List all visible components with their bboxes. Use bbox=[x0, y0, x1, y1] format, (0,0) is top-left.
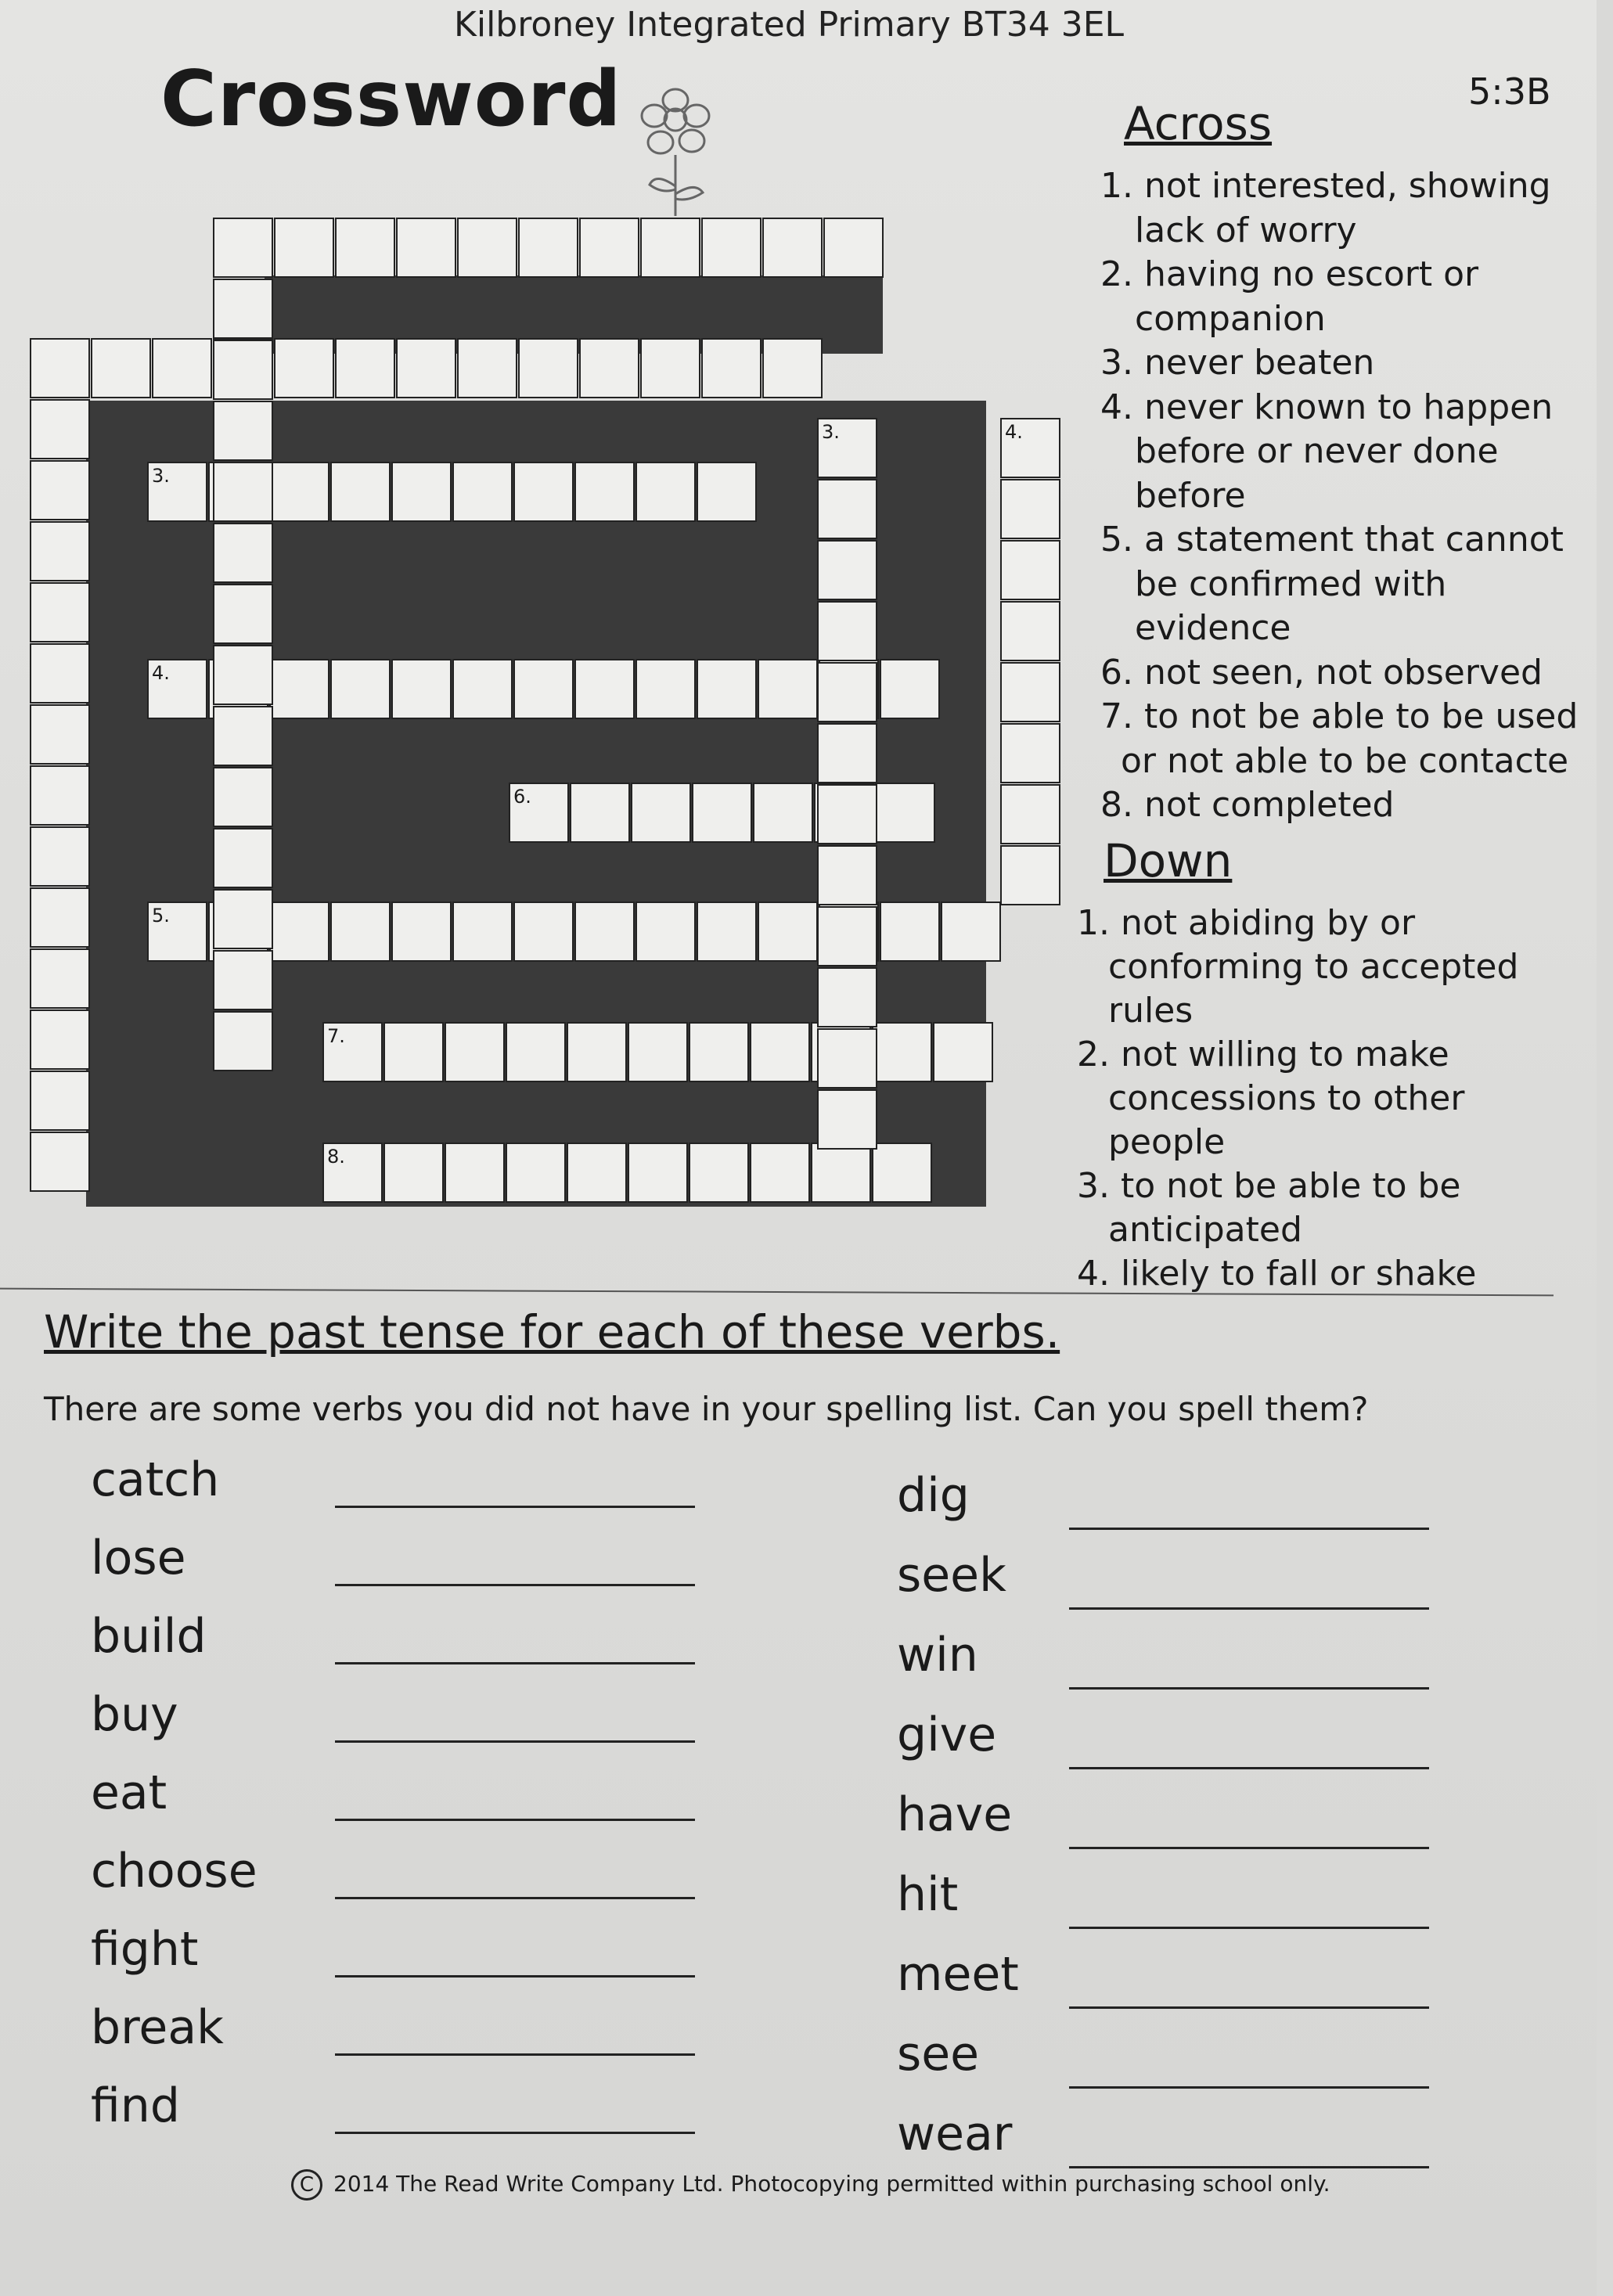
answer-line[interactable] bbox=[335, 1506, 695, 1508]
down-clue: 2. not willing to make bbox=[1077, 1035, 1449, 1074]
across-clue: before or never done bbox=[1135, 431, 1499, 471]
verb-word: dig bbox=[897, 1468, 970, 1523]
verb-word: build bbox=[91, 1609, 207, 1664]
across-clue: or not able to be contacte bbox=[1121, 740, 1569, 781]
verb-word: choose bbox=[91, 1844, 257, 1898]
clue-number: 3. bbox=[152, 465, 170, 487]
verb-word: break bbox=[91, 2000, 224, 2055]
answer-line[interactable] bbox=[1069, 2086, 1429, 2089]
copyright-symbol: C bbox=[291, 2169, 322, 2201]
verb-word: have bbox=[897, 1787, 1013, 1842]
clue-number: 5. bbox=[152, 905, 170, 927]
verb-word: hit bbox=[897, 1867, 959, 1922]
verb-word: see bbox=[897, 2027, 980, 2082]
answer-line[interactable] bbox=[1069, 1767, 1429, 1769]
down-clue: concessions to other bbox=[1108, 1078, 1465, 1118]
verb-word: eat bbox=[91, 1765, 167, 1820]
across-clue: companion bbox=[1135, 298, 1326, 339]
answer-line[interactable] bbox=[335, 1584, 695, 1586]
answer-line[interactable] bbox=[335, 1740, 695, 1743]
clue-number: 7. bbox=[327, 1025, 345, 1047]
across-clue: be confirmed with bbox=[1135, 563, 1447, 604]
down-clue: 1. not abiding by or bbox=[1077, 903, 1416, 943]
down-clue: people bbox=[1108, 1122, 1226, 1162]
verb-word: wear bbox=[897, 2107, 1013, 2161]
verb-word: fight bbox=[91, 1922, 199, 1977]
verb-word: seek bbox=[897, 1548, 1006, 1603]
school-name: Kilbroney Integrated Primary BT34 3EL bbox=[454, 5, 1125, 45]
across-clue: 8. not completed bbox=[1100, 785, 1395, 825]
answer-line[interactable] bbox=[1069, 1847, 1429, 1849]
across-clue: lack of worry bbox=[1135, 210, 1357, 250]
across-clue: evidence bbox=[1135, 608, 1291, 648]
clue-number: 8. bbox=[327, 1146, 345, 1168]
across-clue: before bbox=[1135, 475, 1246, 516]
answer-line[interactable] bbox=[335, 1897, 695, 1899]
answer-line[interactable] bbox=[335, 1819, 695, 1821]
copyright-footer bbox=[291, 2169, 1330, 2201]
answer-line[interactable] bbox=[1069, 1927, 1429, 1929]
across-clue: 6. not seen, not observed bbox=[1100, 652, 1543, 693]
copyright-text: 2014 The Read Write Company Ltd. Photocopying permitted within purchasing school only. bbox=[333, 2171, 1330, 2197]
verb-word: find bbox=[91, 2078, 180, 2133]
page-title: Crossword bbox=[160, 55, 622, 144]
across-clue: 5. a statement that cannot bbox=[1100, 520, 1564, 560]
verb-word: catch bbox=[91, 1452, 220, 1507]
verbs-section-title: Write the past tense for each of these verbs. bbox=[44, 1305, 1060, 1359]
across-clue: 7. to not be able to be used bbox=[1100, 696, 1579, 736]
answer-line[interactable] bbox=[1069, 2166, 1429, 2168]
clue-number: 4. bbox=[152, 662, 170, 684]
across-clue: 3. never beaten bbox=[1100, 343, 1375, 383]
clue-number: 3. bbox=[822, 421, 840, 443]
verb-word: lose bbox=[91, 1531, 186, 1585]
verb-word: buy bbox=[91, 1687, 178, 1742]
answer-line[interactable] bbox=[335, 1662, 695, 1664]
down-clue: anticipated bbox=[1108, 1210, 1302, 1250]
down-clue: rules bbox=[1108, 991, 1194, 1031]
verb-word: win bbox=[897, 1628, 978, 1682]
down-clue: conforming to accepted bbox=[1108, 947, 1519, 987]
down-clue: 3. to not be able to be bbox=[1077, 1166, 1461, 1206]
down-heading: Down bbox=[1104, 834, 1233, 887]
clue-number: 4. bbox=[1005, 421, 1023, 443]
answer-line[interactable] bbox=[1069, 1528, 1429, 1530]
down-clue: 4. likely to fall or shake bbox=[1077, 1254, 1477, 1294]
answer-line[interactable] bbox=[1069, 1687, 1429, 1690]
answer-line[interactable] bbox=[1069, 2006, 1429, 2009]
answer-line[interactable] bbox=[1069, 1607, 1429, 1610]
verb-word: give bbox=[897, 1708, 997, 1762]
across-clue: 2. having no escort or bbox=[1100, 254, 1479, 294]
answer-line[interactable] bbox=[335, 2053, 695, 2056]
across-clue: 1. not interested, showing bbox=[1100, 166, 1551, 206]
worksheet-code: 5:3B bbox=[1468, 70, 1551, 113]
across-heading: Across bbox=[1124, 97, 1273, 150]
verbs-section-instructions: There are some verbs you did not have in your spelling list. Can you spell them? bbox=[44, 1390, 1369, 1428]
answer-line[interactable] bbox=[335, 2132, 695, 2134]
answer-line[interactable] bbox=[335, 1975, 695, 1978]
across-clue: 4. never known to happen bbox=[1100, 387, 1554, 427]
verb-word: meet bbox=[897, 1947, 1019, 2002]
clue-number: 6. bbox=[513, 786, 531, 808]
